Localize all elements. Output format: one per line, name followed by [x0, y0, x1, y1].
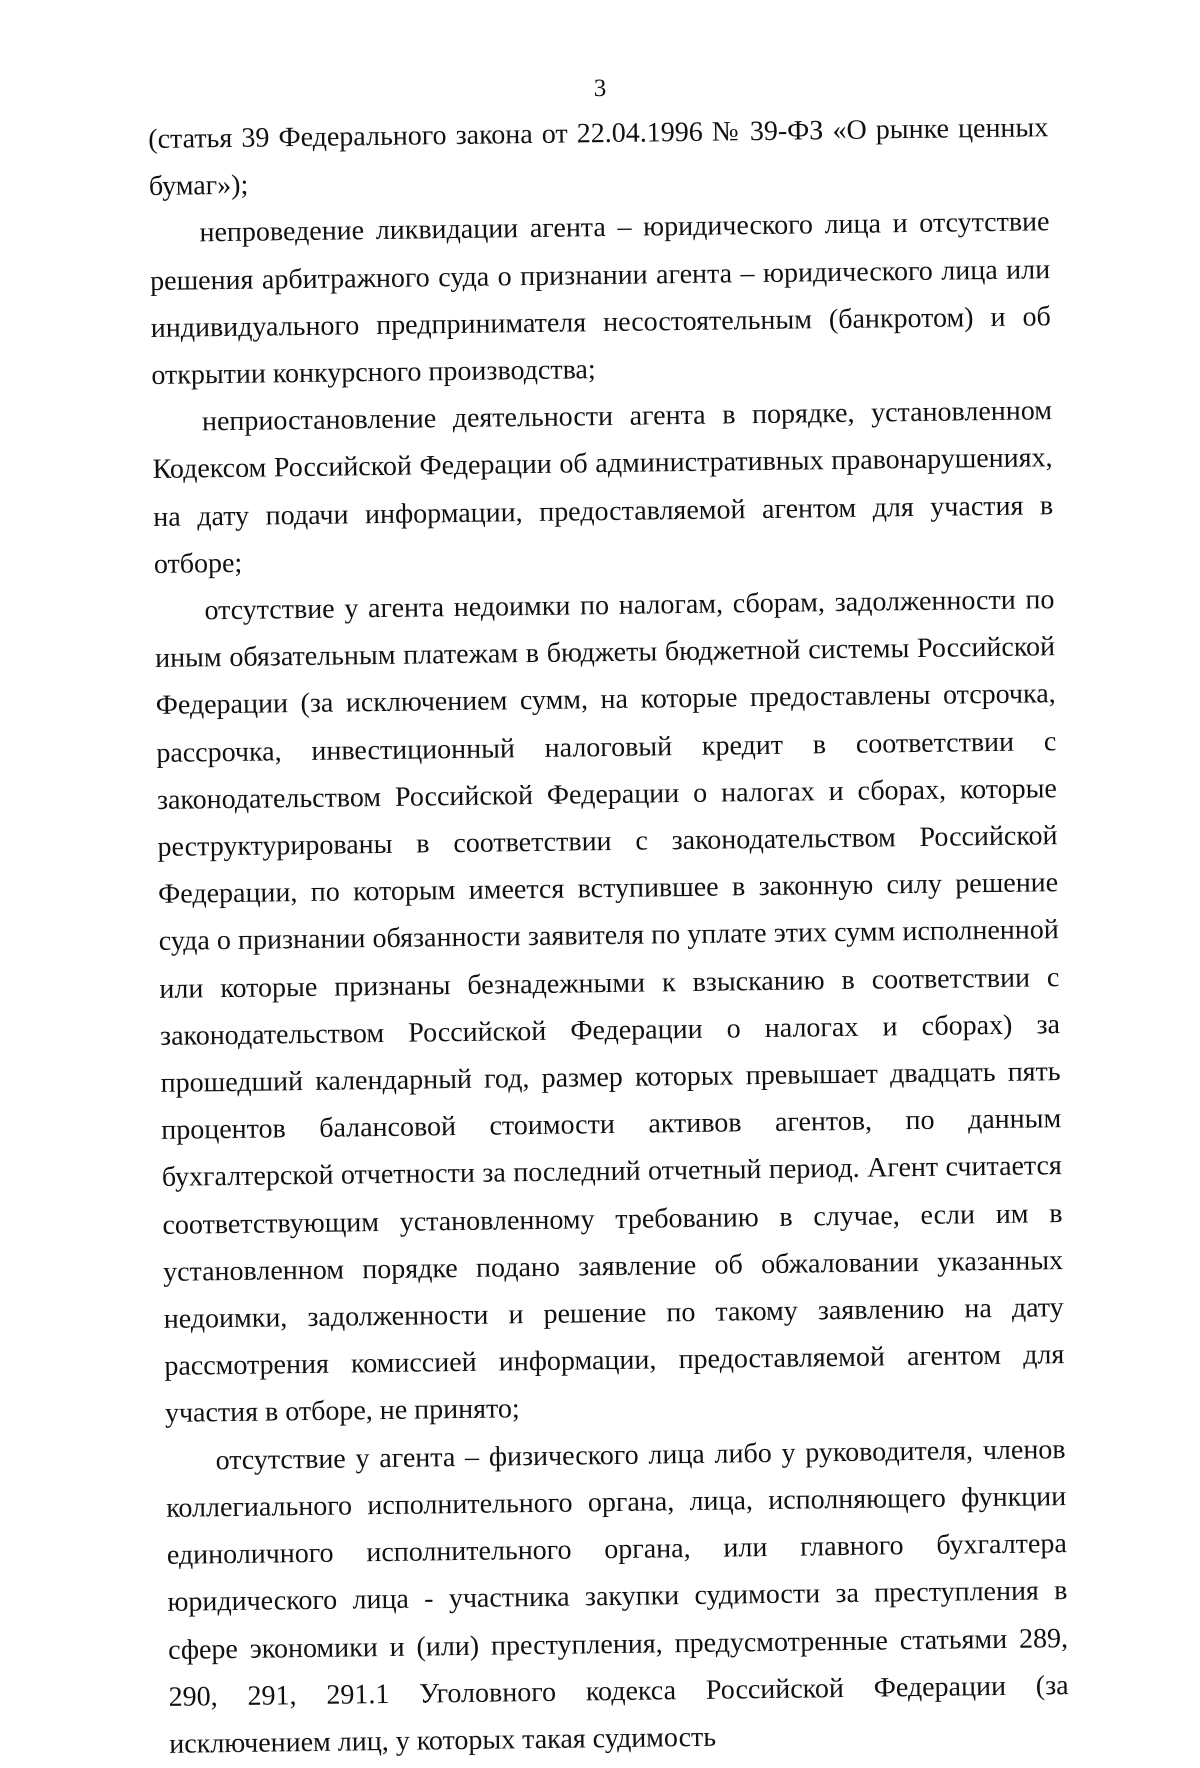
paragraph-no-tax-arrears: отсутствие у агента недоимки по налогам, сборам, задолженности по иным обязательным платежам в бюджеты бюджетной системы Российской Федерации (за исключением сумм, на которые предоставлены отсрочка, рассрочка, инвестиционный налоговый кредит в соответствии с законодательством Российской Федерации о налогах и сборах, которые реструктурированы в соответствии с законодательством Российской Федерации, по которым имеется вступившее в законную силу решение суда о признании обязанности заявителя по уплате этих сумм исполненной или которые признаны безнадежными к взысканию в соответствии с законодательством Российской Федерации о налогах и сборах) за прошедший календарный год, размер которых превышает двадцать пять процентов балансовой стоимости активов агентов, по данным бухгалтерской отчетности за последний отчетный период. Агент считается соответствующим установленному требованию в случае, если им в установленном порядке подано заявление об обжаловании указанных недоимки, задолженности и решение по такому заявлению на дату рассмотрения комиссией информации, предоставляемой агентом для участия в отборе, не принято;	[154, 584, 1065, 1430]
document-body	[148, 104, 1070, 1768]
page-number: 3	[593, 75, 607, 102]
paragraph-no-criminal-record: отсутствие у агента – физического лица либо у руководителя, членов коллегиального исполнительного органа, лица, исполняющего функции единоличного исполнительного органа, или главного бухгалтера юридического лица - участника закупки судимости за преступления в сфере экономики и (или) преступления, предусмотренные статьями 289, 290, 291, 291.1 Уголовного кодекса Российской Федерации (за исключением лиц, у которых такая судимость	[166, 1433, 1069, 1760]
paragraph-no-liquidation-bankruptcy: непроведение ликвидации агента – юридического лица и отсутствие решения арбитражного суда о признании агента – юридического лица или индивидуального предпринимателя несостоятельным (банкротом) и об открытии конкурсного производства;	[149, 206, 1051, 391]
paragraph-no-suspension: неприостановление деятельности агента в порядке, установленном Кодексом Российской Федерации об административных правонарушениях, на дату подачи информации, предоставляемой агентом для участия в отборе;	[152, 395, 1054, 580]
paragraph-securities-law-reference: (статья 39 Федерального закона от 22.04.1996 № 39-ФЗ «О рынке ценных бумаг»);	[148, 112, 1049, 203]
